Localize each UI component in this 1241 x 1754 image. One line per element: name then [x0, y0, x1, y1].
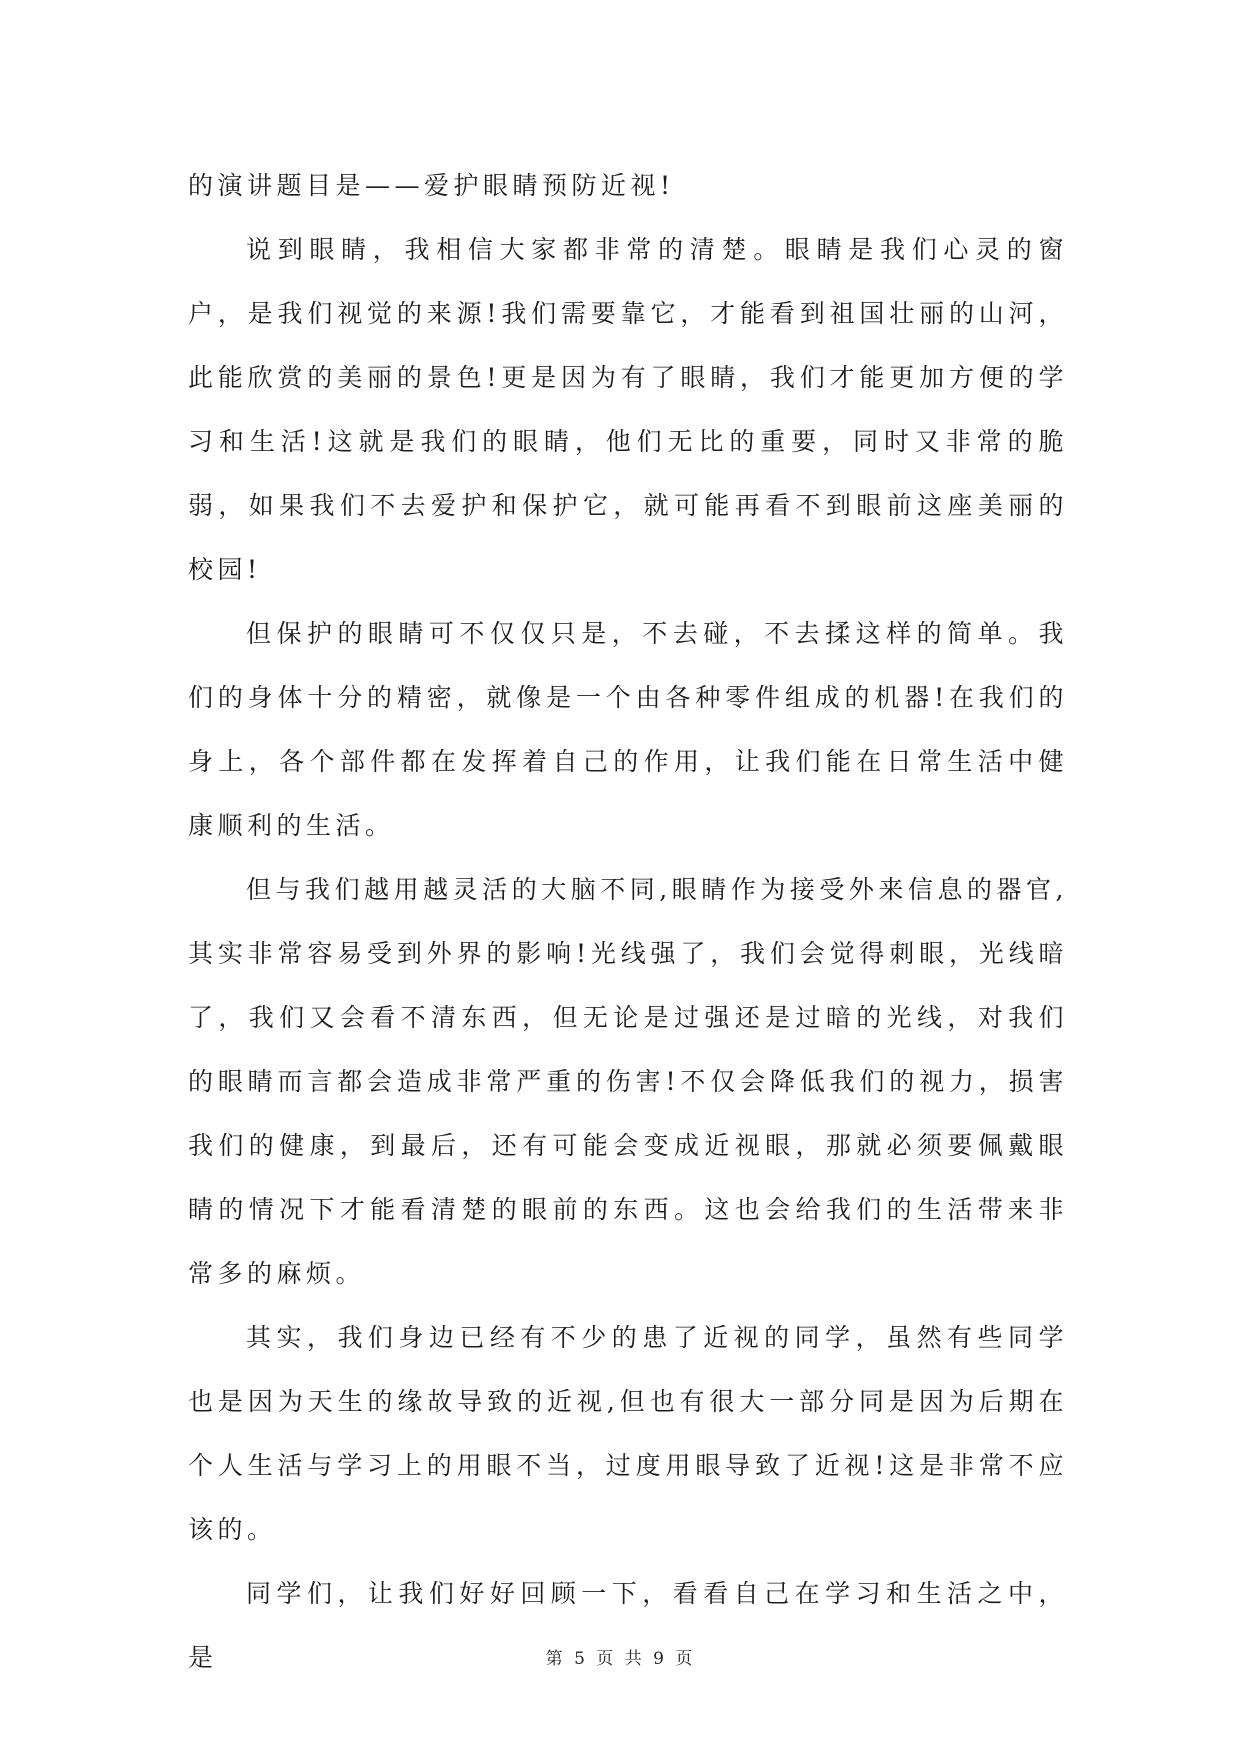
- paragraph-myopia-classmates: 其实，我们身边已经有不少的患了近视的同学，虽然有些同学也是因为天生的缘故导致的近视,但也有很大一部分同是因为后期在个人生活与学习上的用眼不当，过度用眼导致了近视!这是非常不应该的。: [188, 1323, 1068, 1544]
- paragraph-light-damage: 但与我们越用越灵活的大脑不同,眼睛作为接受外来信息的器官,其实非常容易受到外界的影响!光线强了，我们会觉得刺眼，光线暗了，我们又会看不清东西，但无论是过强还是过暗的光线，对我们的眼睛而言都会造成非常严重的伤害!不仅会降低我们的视力，损害我们的健康，到最后，还有可能会变成近视眼，那就必须要佩戴眼睛的情况下才能看清楚的眼前的东西。这也会给我们的生活带来非常多的麻烦。: [188, 875, 1068, 1288]
- page-number-footer: 第 5 页 共 9 页: [545, 1649, 696, 1669]
- paragraph-protection: 但保护的眼睛可不仅仅只是，不去碰，不去揉这样的简单。我们的身体十分的精密，就像是一个由各种零件组成的机器!在我们的身上，各个部件都在发挥着自己的作用，让我们能在日常生活中健康顺利的生活。: [188, 619, 1068, 840]
- paragraph-continuation: 的演讲题目是——爱护眼睛预防近视!: [188, 171, 675, 200]
- body-text: [188, 154, 1068, 1690]
- paragraph-review: 同学们，让我们好好回顾一下，看看自己在学习和生活之中，是: [188, 1579, 1068, 1672]
- paragraph-eyes-importance: 说到眼睛，我相信大家都非常的清楚。眼睛是我们心灵的窗户，是我们视觉的来源!我们需要靠它，才能看到祖国壮丽的山河，此能欣赏的美丽的景色!更是因为有了眼睛，我们才能更加方便的学习和生活!这就是我们的眼睛，他们无比的重要，同时又非常的脆弱，如果我们不去爱护和保护它，就可能再看不到眼前这座美丽的校园!: [188, 235, 1068, 584]
